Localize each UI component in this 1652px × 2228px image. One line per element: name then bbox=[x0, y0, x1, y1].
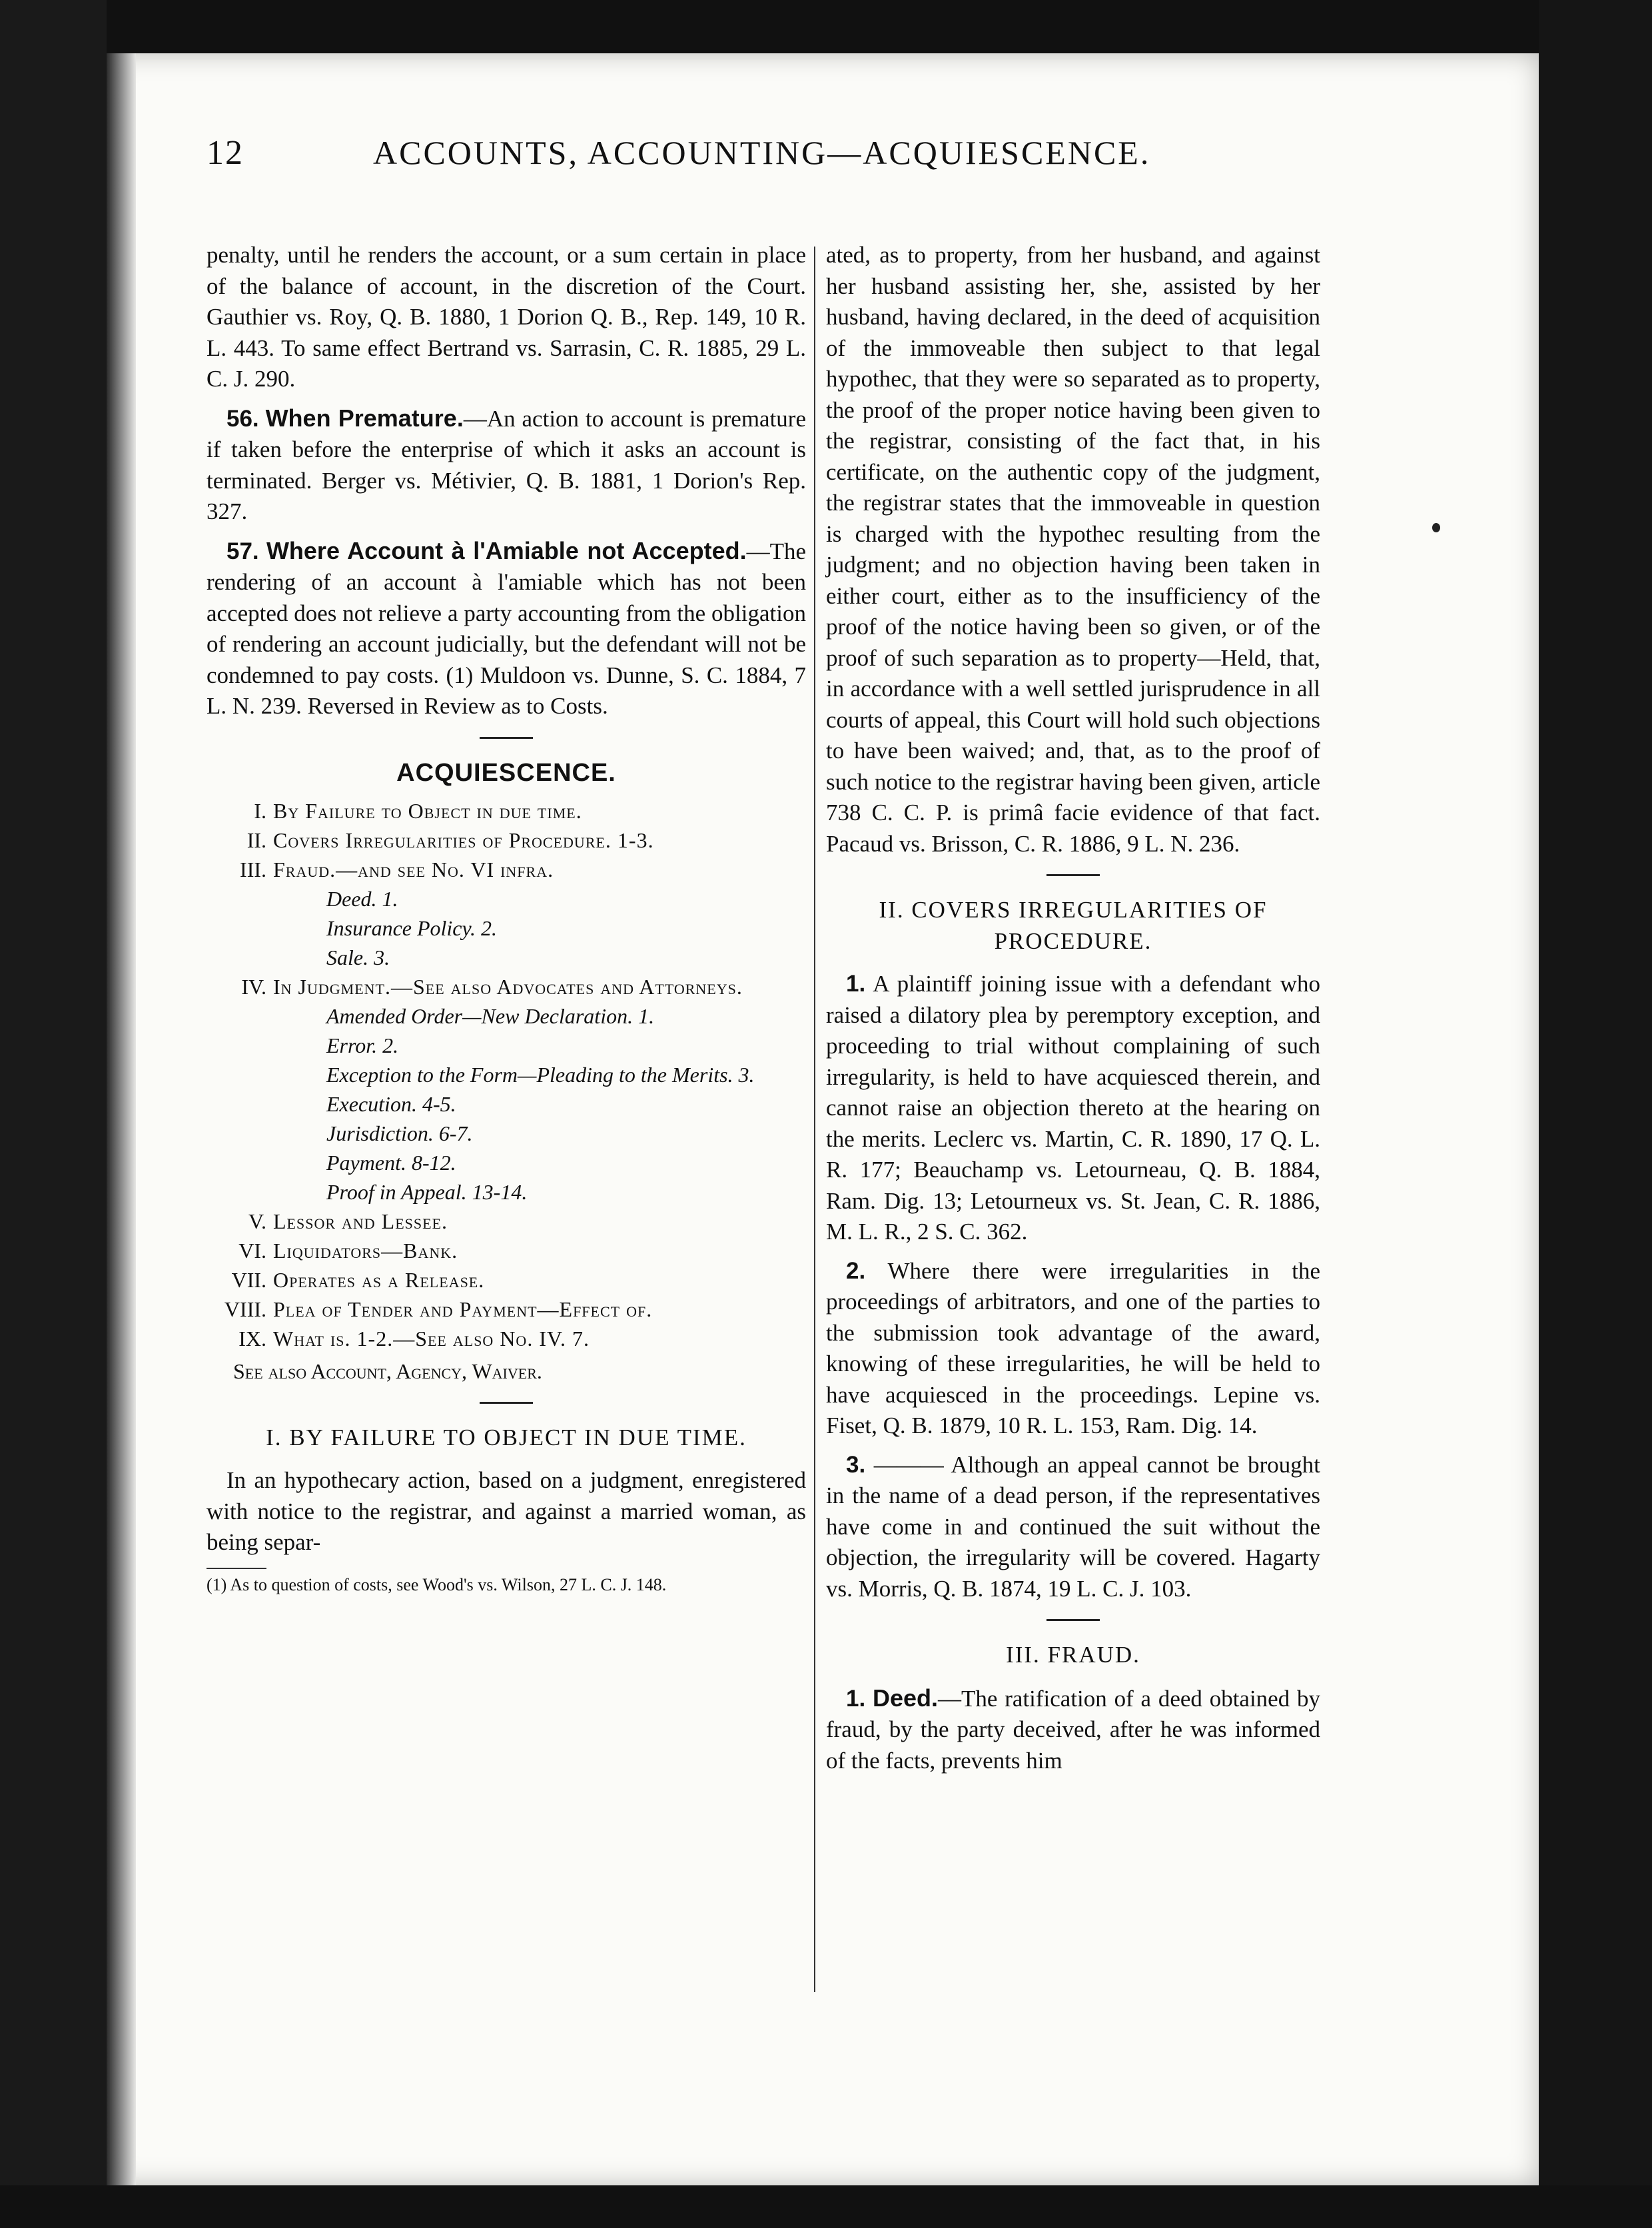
paragraph-ii-2 bbox=[826, 1256, 1320, 1442]
paragraph-ii-3 bbox=[826, 1450, 1320, 1605]
outline-item bbox=[206, 826, 806, 855]
outline-number: V. bbox=[248, 1209, 266, 1233]
outline-number: VI. bbox=[238, 1239, 266, 1263]
outline-number: VII. bbox=[231, 1268, 266, 1292]
section-57 bbox=[206, 536, 806, 722]
paragraph-ii-1 bbox=[826, 969, 1320, 1248]
paragraph-text: —The ratification of a deed obtained by fraud, by the party deceived, after he was informed of the facts, prevents him bbox=[826, 1685, 1321, 1774]
outline-subitem: Deed. 1. bbox=[326, 887, 398, 911]
outline-number: IX. bbox=[238, 1327, 266, 1351]
page-header bbox=[206, 133, 1339, 193]
outline-subitem: Exception to the Form—Pleading to the Merits. 3. bbox=[326, 1063, 755, 1087]
paragraph-number: 1. bbox=[846, 1685, 866, 1712]
continued-paragraph: ated, as to property, from her husband, and against her husband assisting her, she, assisted by her husband, having declared, in the deed of acquisition of the immoveable then subject to that legal hypothec, that they were so separated as to property, the proof of the proper notice having been given to the registrar, consisting of the fact that, in his certificate, on the authentic copy of the judgment, the registrar states that the immoveable in question is charged with the hypothec resulting from the judgment; and no objection having been taken in either court, either as to the insufficiency of the proof of the notice having been so given, or of the proof of such separation as to property—Held, that, in accordance with a well settled jurisprudence in all courts of appeal, this Court will hold such objections to have been waived; and, that, as to the proof of such notice to the registrar having been given, article 738 C. C. P. is primâ facie evidence of that fact. Pacaud vs. Brisson, C. R. 1886, 9 L. N. 236. bbox=[826, 242, 1320, 857]
section-number: 56. bbox=[226, 405, 259, 432]
footnote-rule bbox=[206, 1568, 266, 1569]
paragraph-number: 1. bbox=[846, 971, 866, 997]
paragraph-title: Deed. bbox=[873, 1684, 939, 1712]
page-binding-edge bbox=[107, 53, 136, 2185]
section-i-text: In an hypothecary action, based on a judgment, enregistered with notice to the registrar, and against a married woman, as being separ- bbox=[206, 1467, 806, 1555]
outline-text: What is. 1-2.—See also No. IV. 7. bbox=[273, 1327, 590, 1351]
scan-border-bottom bbox=[0, 2185, 1652, 2228]
see-also-line: See also Account, Agency, Waiver. bbox=[233, 1359, 542, 1383]
outline-subitem: Insurance Policy. 2. bbox=[326, 916, 497, 940]
scan-border-top bbox=[0, 0, 1652, 53]
paragraph-text: Although an appeal cannot be brought in the name of a dead person, if the representatives have come in and continued the suit without the objection, the irregularity will be covered. Hagarty vs. Morris, Q. B. 1874, 19 L. C. J. 103. bbox=[826, 1451, 1321, 1602]
outline-item bbox=[206, 1324, 806, 1353]
outline-text: Lessor and Lessee. bbox=[273, 1209, 448, 1233]
outline-subitem: Proof in Appeal. 13-14. bbox=[326, 1180, 528, 1204]
outline-text: Liquidators—Bank. bbox=[273, 1239, 458, 1263]
section-ii-heading: II. COVERS IRREGULARITIES OF PROCEDURE. bbox=[879, 897, 1268, 954]
outline-item bbox=[206, 1236, 806, 1265]
paragraph-text: A plaintiff joining issue with a defendant who raised a dilatory plea by peremptory exception, and proceeding to trial without complaining of such irregularity, is held to have acquiesced therein, and cannot raise an objection thereto at the hearing on the merits. Leclerc vs. Martin, C. R. 1890, 17 Q. L. R. 177; Beauchamp vs. Letourneau, Q. B. 1884, Ram. Dig. 13; Letourneux vs. St. Jean, C. R. 1886, M. L. R., 2 S. C. 362. bbox=[826, 971, 1320, 1245]
section-56 bbox=[206, 403, 806, 528]
acquiescence-outline bbox=[206, 796, 806, 1353]
section-text: —The rendering of an account à l'amiable which has not been accepted does not relieve a party accounting from the obligation of rendering an account judicially, but the defendant will not be condemned to pay costs. (1) Muldoon vs. Dunne, S. C. 1884, 7 L. N. 239. Reversed in Review as to Costs. bbox=[206, 538, 807, 719]
section-i-heading: I. BY FAILURE TO OBJECT IN DUE TIME. bbox=[266, 1424, 747, 1450]
left-column bbox=[206, 240, 806, 1596]
outline-subitem: Error. 2. bbox=[326, 1033, 399, 1057]
outline-subitem: Payment. 8-12. bbox=[326, 1151, 456, 1175]
outline-number: III. bbox=[240, 857, 266, 881]
section-iii-heading: III. FRAUD. bbox=[1006, 1642, 1140, 1668]
section-rule bbox=[480, 737, 533, 739]
outline-number: IV. bbox=[241, 975, 266, 999]
outline-subitem: Sale. 3. bbox=[326, 945, 390, 969]
continued-paragraph: penalty, until he renders the account, or a sum certain in place of the balance of account, in the discretion of the Court. Gauthier vs. Roy, Q. B. 1880, 1 Dorion Q. B., Rep. 149, 10 R. L. 443. To same effect Bertrand vs. Sarrasin, C. R. 1885, 29 L. C. J. 290. bbox=[206, 242, 806, 392]
paragraph-number: 3. bbox=[846, 1451, 866, 1478]
paragraph-iii-1 bbox=[826, 1683, 1320, 1777]
right-column bbox=[826, 240, 1320, 1784]
outline-text: Operates as a Release. bbox=[273, 1268, 485, 1292]
column-divider bbox=[814, 247, 815, 1992]
outline-item bbox=[206, 796, 806, 826]
scan-border-right bbox=[1539, 0, 1652, 2228]
outline-item bbox=[206, 1295, 806, 1324]
paragraph-text: Where there were irregularities in the proceedings of arbitrators, and one of the parties to the submission took advantage of the award, knowing of these irregularities, he will be held to have acquiesced in the proceedings. Lepine vs. Fiset, Q. B. 1879, 10 R. L. 153, Ram. Dig. 14. bbox=[826, 1257, 1320, 1438]
section-rule bbox=[1046, 1619, 1100, 1621]
outline-text: Fraud.—and see No. VI infra. bbox=[273, 857, 554, 881]
section-rule bbox=[1046, 874, 1100, 876]
outline-item bbox=[206, 972, 806, 1001]
paragraph-number: 2. bbox=[846, 1257, 866, 1284]
outline-item bbox=[206, 1207, 806, 1236]
section-text: —An action to account is premature if taken before the enterprise of which it asks an account is terminated. Berger vs. Métivier, Q. B. 1881, 1 Dorion's Rep. 327. bbox=[206, 405, 806, 524]
outline-number: I. bbox=[254, 799, 266, 823]
outline-number: II. bbox=[246, 828, 266, 852]
outline-text: Plea of Tender and Payment—Effect of. bbox=[273, 1297, 653, 1321]
running-title: ACCOUNTS, ACCOUNTING—ACQUIESCENCE. bbox=[373, 134, 1151, 171]
outline-item bbox=[206, 1265, 806, 1295]
outline-text: In Judgment.—See also Advocates and Attorneys. bbox=[273, 975, 743, 999]
section-title: When Premature. bbox=[265, 404, 464, 432]
section-number: 57. bbox=[226, 538, 259, 564]
section-title: Where Account à l'Amiable not Accepted. bbox=[266, 536, 747, 564]
outline-item bbox=[206, 855, 806, 884]
ditto-dash: ——— bbox=[873, 1451, 944, 1478]
outline-subitem: Execution. 4-5. bbox=[326, 1092, 456, 1116]
footnote: (1) As to question of costs, see Wood's vs. Wilson, 27 L. C. J. 148. bbox=[206, 1574, 667, 1594]
outline-number: VIII. bbox=[224, 1297, 266, 1321]
section-rule bbox=[480, 1402, 533, 1404]
outline-subitem: Jurisdiction. 6-7. bbox=[326, 1121, 473, 1145]
ink-speck bbox=[1432, 523, 1440, 532]
acquiescence-heading: ACQUIESCENCE. bbox=[396, 758, 616, 787]
outline-subitem: Amended Order—New Declaration. 1. bbox=[326, 1004, 655, 1028]
outline-text: By Failure to Object in due time. bbox=[273, 799, 582, 823]
outline-text: Covers Irregularities of Procedure. 1-3. bbox=[273, 828, 654, 852]
page-number: 12 bbox=[206, 134, 244, 172]
scan-border-left bbox=[0, 0, 107, 2228]
